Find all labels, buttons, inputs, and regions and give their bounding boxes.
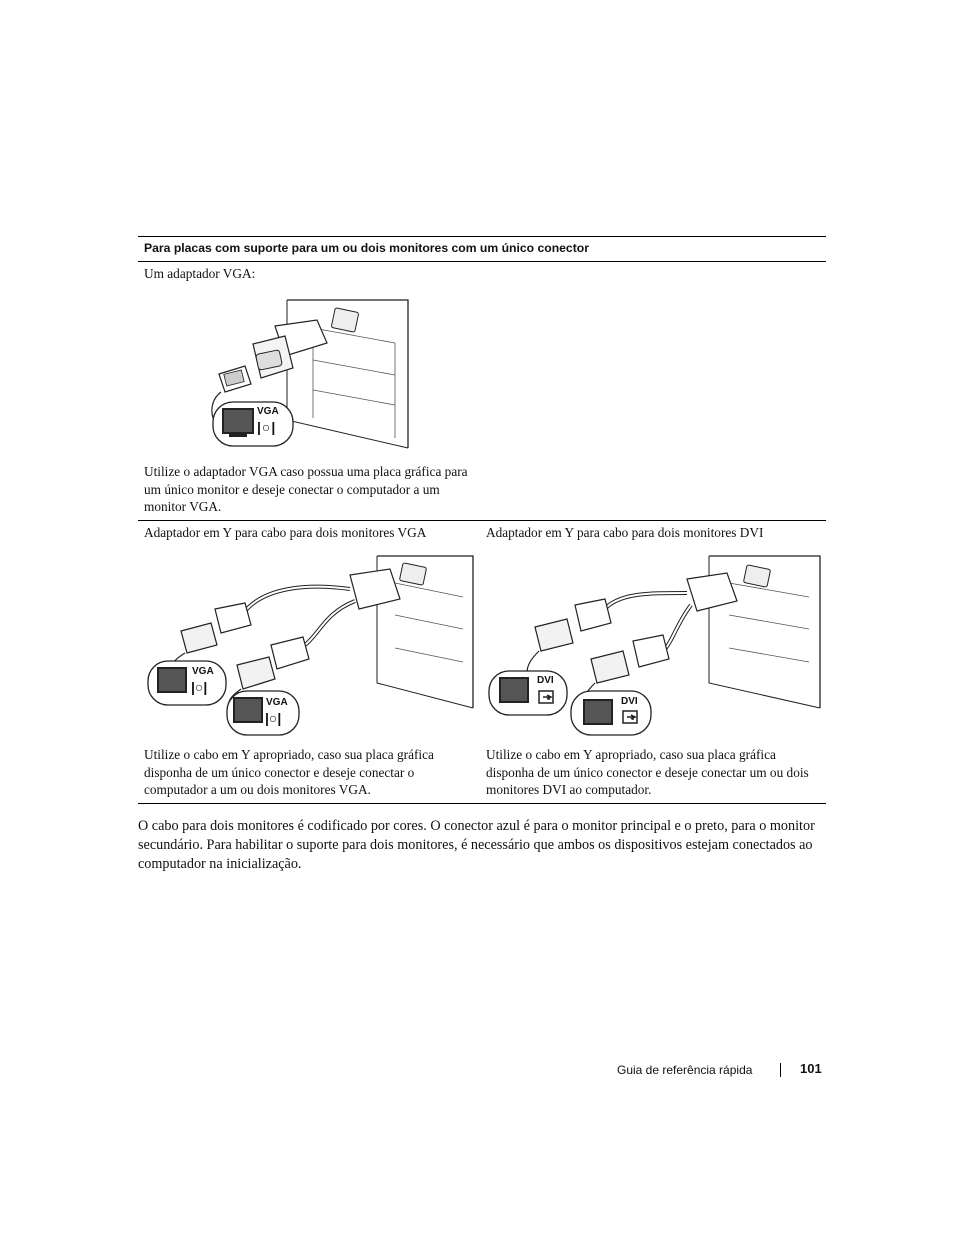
vga-y-cable-description: Utilize o cabo em Y apropriado, caso sua placa gráfica disponha de um único conector e deseje conectar o computador a um ou dois monitores VGA. (144, 747, 434, 797)
monitor-icon (233, 697, 263, 723)
vga-port-icon: |○| (191, 679, 208, 695)
page-number: 101 (800, 1061, 822, 1076)
vga-badge-label-1: VGA (192, 666, 214, 677)
vga-port-icon: |○| (257, 419, 277, 435)
dvi-y-cable-figure (487, 553, 822, 738)
dvi-y-cable-description: Utilize o cabo em Y apropriado, caso sua placa gráfica disponha de um único conector e deseje conectar um ou dois monitores DVI ao computador. (486, 747, 809, 797)
row-divider-rule (138, 520, 826, 521)
vga-badge-label: VGA (257, 406, 279, 417)
monitor-icon (222, 408, 254, 434)
dvi-y-cable-caption: Adaptador em Y para cabo para dois monitores DVI (486, 525, 764, 540)
table-heading: Para placas com suporte para um ou dois monitores com um único conector (144, 241, 589, 255)
footer-guide-title: Guia de referência rápida (617, 1063, 753, 1077)
footer-separator (780, 1063, 781, 1077)
monitor-icon (499, 677, 529, 703)
vga-y-cable-figure (145, 553, 475, 738)
table-top-rule (138, 236, 826, 237)
table-heading-rule (138, 261, 826, 262)
body-paragraph: O cabo para dois monitores é codificado por cores. O conector azul é para o monitor principal e o preto, para o monitor secundário. Para habilitar o suporte para dois monitores, é necessário que ambos os dispositivos estejam conectados ao computador na inicialização. (138, 818, 815, 872)
dvi-badge-label-1: DVI (537, 675, 554, 686)
vga-badge-label-2: VGA (266, 697, 288, 708)
monitor-icon (157, 667, 187, 693)
dvi-badge-label-2: DVI (621, 696, 638, 707)
vga-port-icon: |○| (265, 710, 282, 726)
vga-adapter-figure (205, 298, 415, 450)
monitor-stand (229, 434, 247, 437)
monitor-icon (583, 699, 613, 725)
vga-y-cable-caption: Adaptador em Y para cabo para dois monitores VGA (144, 525, 427, 540)
vga-adapter-description: Utilize o adaptador VGA caso possua uma placa gráfica para um único monitor e deseje conectar o computador a um monitor VGA. (144, 464, 468, 514)
vga-adapter-caption: Um adaptador VGA: (144, 266, 256, 281)
table-bottom-rule (138, 803, 826, 804)
